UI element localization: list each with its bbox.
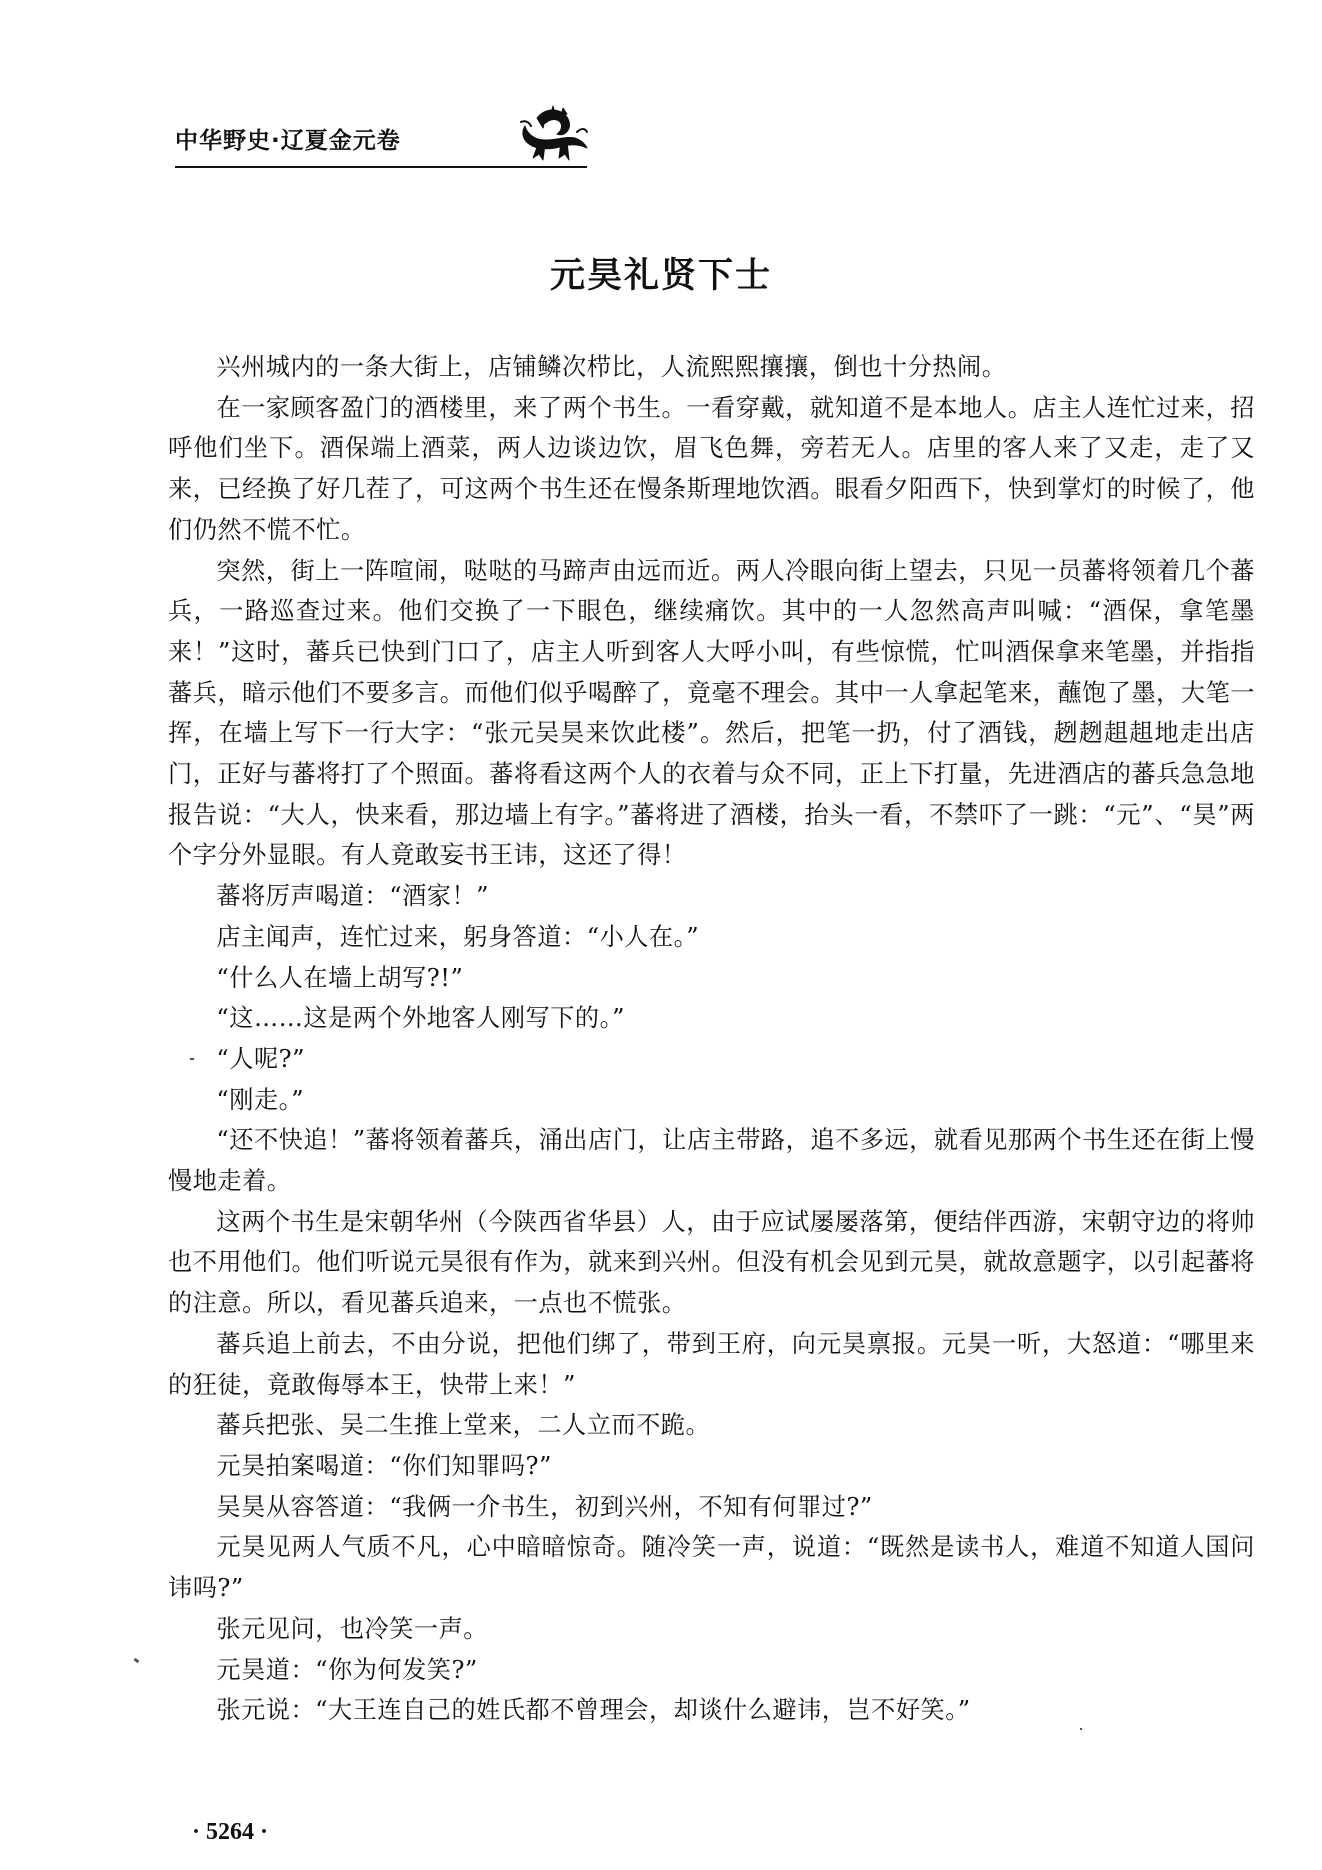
header-rule (175, 166, 587, 168)
paragraph: 张元说：“大王连自己的姓氏都不曾理会，却谈什么避讳，岂不好笑。” (216, 1696, 971, 1725)
article-title: 元昊礼贤下士 (549, 256, 772, 296)
paragraph: 蕃兵把张、吴二生推上堂来，二人立而不跪。 (216, 1411, 711, 1440)
paragraph: 突然，街上一阵喧闹，哒哒的马蹄声由远而近。两人冷眼向街上望去，只见一员蕃将领着几个蕃兵，一路巡查过来。他们交换了一下眼色，继续痛饮。其中的一人忽然高声叫喊：“酒保，拿笔墨来！”这时，蕃兵已快到门口了，店主人听到客人大呼小叫，有些惊慌，忙叫酒保拿来笔墨，并指指蕃兵，暗示他们不要多言。而他们似乎喝醉了，竟毫不理会。其中一人拿起笔来，蘸饱了墨，大笔一挥，在墙上写下一行大字：“张元吴昊来饮此楼”。然后，把笔一扔，付了酒钱，趔趔趄趄地走出店门，正好与蕃将打了个照面。蕃将看这两个人的衣着与众不同，正上下打量，先进酒店的蕃兵急急地报告说：“大人，快来看，那边墙上有字。”蕃将进了酒楼，抬头一看，不禁吓了一跳：“元”、“昊”两个字分外显眼。有人竟敢妄书王讳，这还了得！ (168, 556, 1255, 870)
page-number: · 5264 · (192, 1819, 269, 1845)
scan-speck (1080, 1728, 1082, 1730)
scan-speck (190, 1058, 194, 1060)
paragraph: 元昊见两人气质不凡，心中暗暗惊奇。随冷笑一声，说道：“既然是读书人，难道不知道人国问讳吗?” (168, 1533, 1255, 1603)
paragraph: 这两个书生是宋朝华州（今陕西省华县）人，由于应试屡屡落第，便结伴西游，宋朝守边的将帅也不用他们。他们听说元昊很有作为，就来到兴州。但没有机会见到元昊，就故意题字，以引起蕃将的注意。所以，看见蕃兵追来，一点也不慌张。 (168, 1207, 1255, 1318)
article-body (168, 347, 1255, 1731)
paragraph: 店主闻声，连忙过来，躬身答道：“小人在。” (216, 922, 700, 951)
paragraph: “还不快追！”蕃将领着蕃兵，涌出店门，让店主带路，追不多远，就看见那两个书生还在街上慢慢地走着。 (168, 1126, 1255, 1196)
paragraph: 元昊拍案喝道：“你们知罪吗?” (216, 1451, 552, 1480)
paragraph: “刚走。” (216, 1085, 305, 1114)
paragraph: 张元见问，也冷笑一声。 (216, 1614, 488, 1643)
paragraph: 兴州城内的一条大街上，店铺鳞次栉比，人流熙熙攘攘，倒也十分热闹。 (216, 353, 1007, 381)
book-title: 中华野史·辽夏金元卷 (175, 128, 401, 154)
paragraph: 吴昊从容答道：“我俩一介书生，初到兴州，不知有何罪过?” (216, 1492, 873, 1521)
paragraph: 在一家顾客盈门的酒楼里，来了两个书生。一看穿戴，就知道不是本地人。店主人连忙过来，招呼他们坐下。酒保端上酒菜，两人边谈边饮，眉飞色舞，旁若无人。店里的客人来了又走，走了又来，已经换了好几茬了，可这两个书生还在慢条斯理地饮酒。眼看夕阳西下，快到掌灯的时候了，他们仍然不慌不忙。 (168, 393, 1255, 544)
paragraph: “人呢?” (216, 1044, 305, 1073)
paragraph: 蕃将厉声喝道：“酒家！” (216, 882, 489, 911)
paragraph: “什么人在墙上胡写?!” (216, 963, 464, 992)
paragraph: 元昊道：“你为何发笑?” (216, 1655, 478, 1684)
paragraph: 蕃兵追上前去，不由分说，把他们绑了，带到王府，向元昊禀报。元昊一听，大怒道：“哪里来的狂徒，竟敢侮辱本王，快带上来！” (168, 1329, 1255, 1399)
paragraph: “这……这是两个外地客人刚写下的。” (216, 1004, 626, 1033)
dragon-emblem-icon (517, 104, 589, 162)
scan-speck (134, 1658, 140, 1663)
